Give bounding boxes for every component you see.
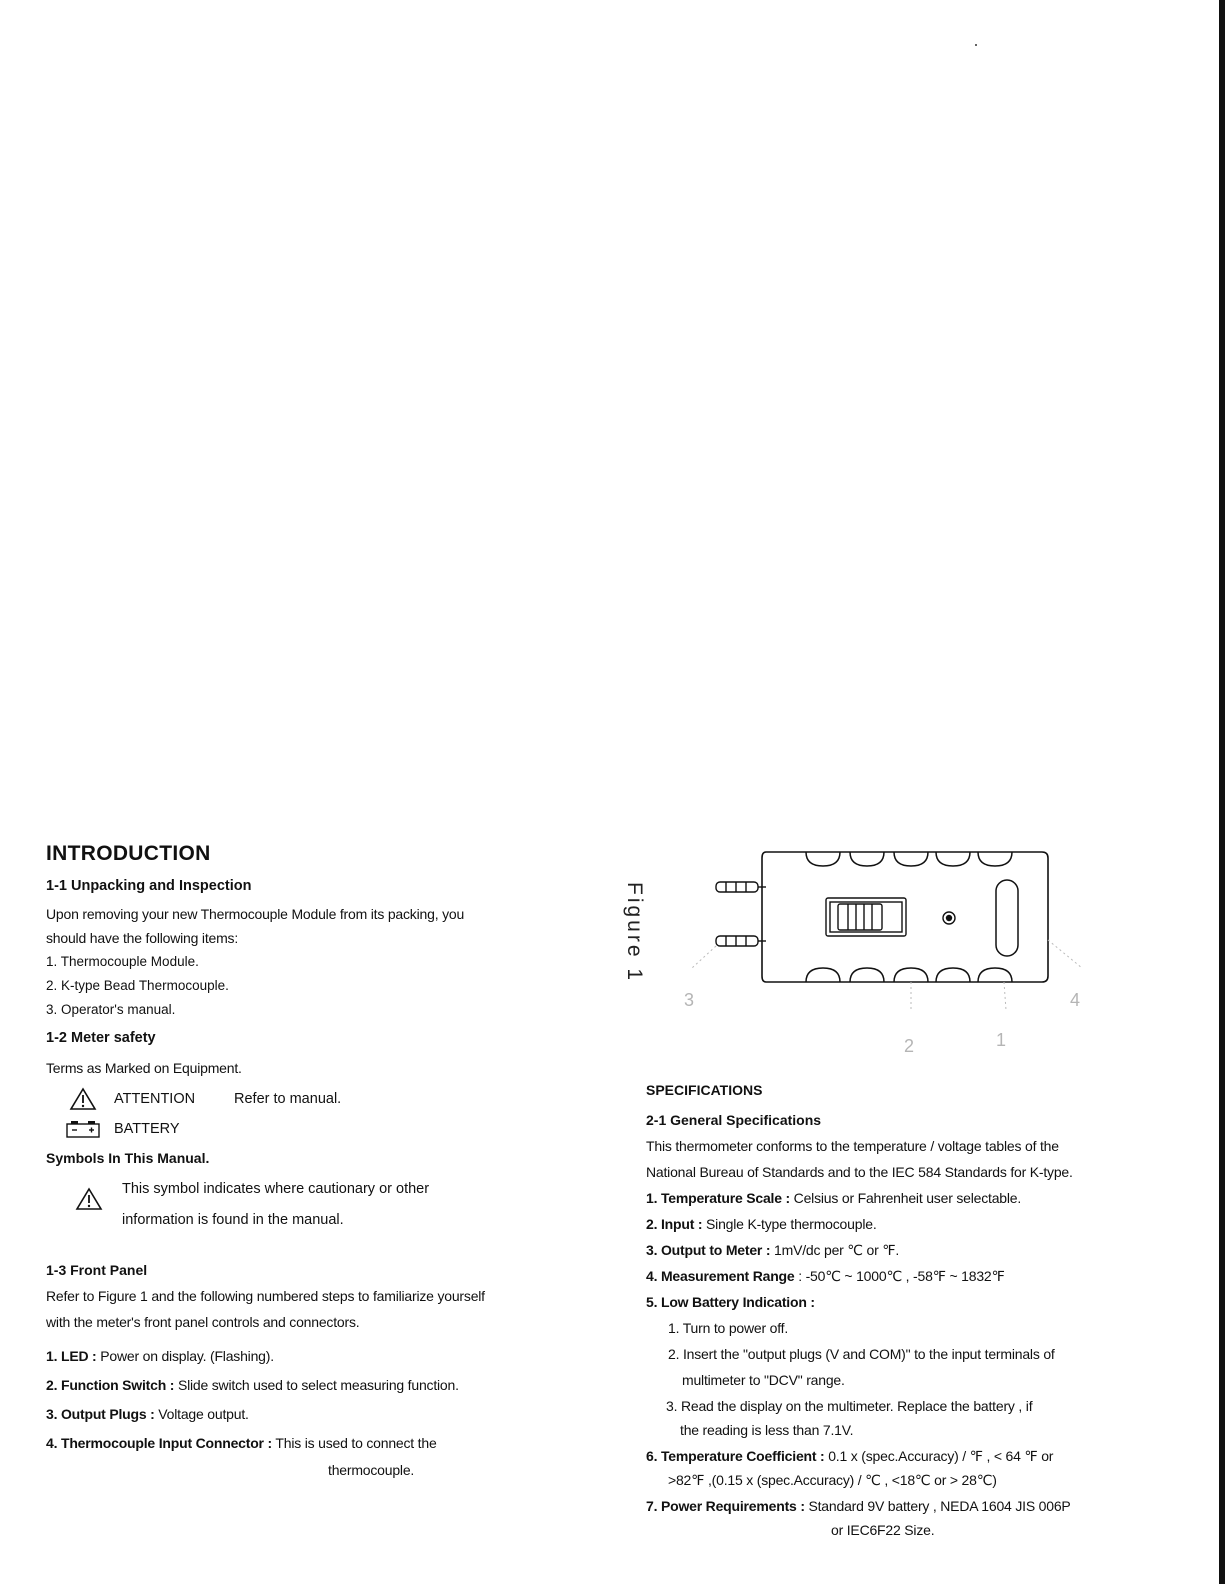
list-item: 3. Operator's manual.: [46, 1002, 176, 1017]
battery-icon: [66, 1120, 100, 1138]
caution-row: [46, 1174, 566, 1236]
panel-item-output-plugs: 3. Output Plugs : Voltage output.: [46, 1406, 249, 1422]
panel-item-function-switch: 2. Function Switch : Slide switch used to select measuring function.: [46, 1377, 459, 1393]
caution-text-2: information is found in the manual.: [122, 1212, 344, 1228]
figure-callout: 3: [684, 990, 695, 1010]
unpacking-text-1: Upon removing your new Thermocouple Module from its packing, you: [46, 906, 465, 922]
specifications-title: SPECIFICATIONS: [646, 1082, 763, 1098]
spec-temperature-coefficient-cont: >82℉ ,(0.15 x (spec.Accuracy) / ℃ , <18℃ or > 28℃): [668, 1472, 997, 1488]
warning-triangle-icon: [70, 1088, 96, 1110]
figure-callout: 4: [1070, 990, 1081, 1010]
attention-label: ATTENTION: [114, 1091, 196, 1107]
spec-output: 3. Output to Meter : 1mV/dc per ℃ or ℉.: [646, 1242, 900, 1258]
list-item: 1. Thermocouple Module.: [46, 954, 199, 969]
unpacking-heading: 1-1 Unpacking and Inspection: [46, 878, 252, 894]
caution-text-1: This symbol indicates where cautionary or other: [122, 1181, 430, 1197]
panel-item-led: 1. LED : Power on display. (Flashing).: [46, 1348, 274, 1364]
front-panel-text-2: with the meter's front panel controls and connectors.: [46, 1314, 360, 1330]
spec-temperature-coefficient: 6. Temperature Coefficient : 0.1 x (spec.Accuracy) / ℉ , < 64 ℉ or: [646, 1448, 1054, 1464]
panel-item-input-connector-tail: thermocouple.: [328, 1462, 415, 1478]
attention-row: [46, 1084, 566, 1114]
figure-callout: 1: [996, 1030, 1007, 1050]
panel-item-input-connector: 4. Thermocouple Input Connector : This is used to connect the: [46, 1435, 437, 1451]
introduction-section: [46, 842, 566, 1482]
thermocouple-module-figure: [686, 840, 1106, 1060]
low-battery-step-cont: the reading is less than 7.1V.: [680, 1422, 854, 1438]
spec-temperature-scale: 1. Temperature Scale : Celsius or Fahrenheit user selectable.: [646, 1190, 1022, 1206]
battery-label: BATTERY: [114, 1121, 180, 1137]
figure-label: Figure 1: [623, 882, 646, 984]
spec-power-requirements-cont: or IEC6F22 Size.: [831, 1522, 935, 1538]
front-panel-text-1: Refer to Figure 1 and the following numbered steps to familiarize yourself: [46, 1288, 485, 1304]
spec-power-requirements: 7. Power Requirements : Standard 9V battery , NEDA 1604 JIS 006P: [646, 1498, 1071, 1514]
list-item: 2. K-type Bead Thermocouple.: [46, 978, 229, 993]
symbols-heading: Symbols In This Manual.: [46, 1150, 210, 1166]
meter-safety-heading: 1-2 Meter safety: [46, 1030, 156, 1046]
scan-speck: [975, 44, 977, 46]
general-specs-text-1: This thermometer conforms to the temperature / voltage tables of the: [646, 1138, 1059, 1154]
front-panel-heading: 1-3 Front Panel: [46, 1262, 148, 1278]
spec-low-battery: 5. Low Battery Indication :: [646, 1294, 815, 1310]
general-specs-heading: 2-1 General Specifications: [646, 1112, 822, 1128]
spec-input: 2. Input : Single K-type thermocouple.: [646, 1216, 877, 1232]
terms-text: Terms as Marked on Equipment.: [46, 1060, 242, 1076]
spec-measurement-range: 4. Measurement Range : -50℃ ~ 1000℃ , -58℉ ~ 1832℉: [646, 1268, 1005, 1284]
low-battery-step: 2. Insert the "output plugs (V and COM)" to the input terminals of: [668, 1346, 1055, 1362]
introduction-title: INTRODUCTION: [46, 842, 211, 865]
unpacking-text-2: should have the following items:: [46, 930, 239, 946]
attention-desc: Refer to manual.: [234, 1091, 342, 1107]
caution-triangle-icon: [76, 1188, 102, 1210]
general-specs-text-2: National Bureau of Standards and to the IEC 584 Standards for K-type.: [646, 1164, 1073, 1180]
specifications-section: [646, 1078, 1166, 1542]
low-battery-step: 1. Turn to power off.: [668, 1320, 789, 1336]
low-battery-step-cont: multimeter to "DCV" range.: [682, 1372, 845, 1388]
page-edge: [1219, 0, 1225, 1584]
figure-callout: 2: [904, 1036, 915, 1056]
battery-row: [46, 1114, 566, 1144]
low-battery-step: 3. Read the display on the multimeter. Replace the battery , if: [666, 1398, 1033, 1414]
